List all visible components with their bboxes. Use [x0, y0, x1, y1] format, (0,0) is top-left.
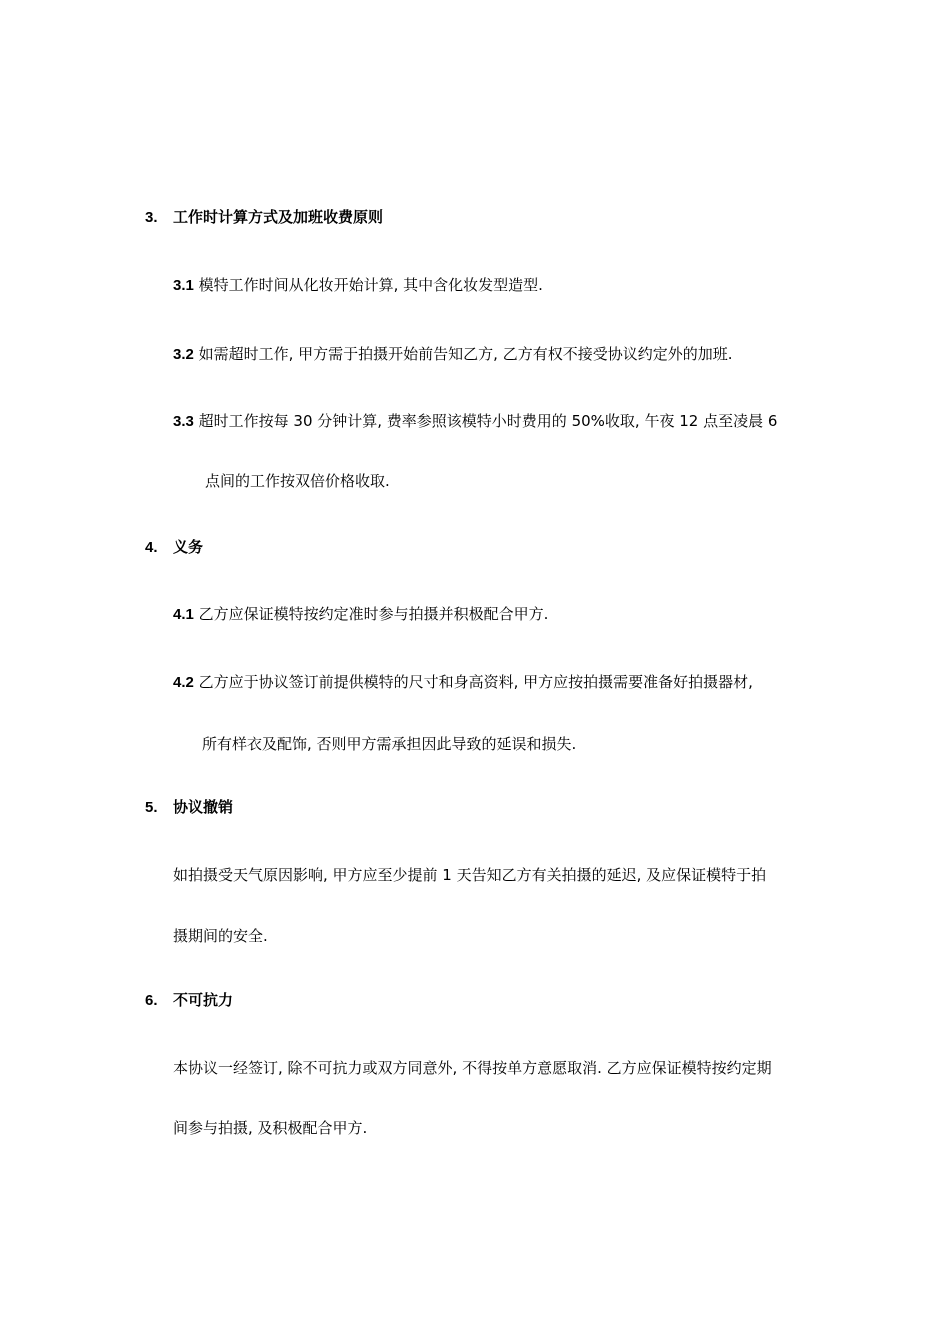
section-number: 6.	[145, 992, 158, 1009]
section-3-heading	[145, 207, 383, 228]
clause-text: 如需超时工作, 甲方需于拍摄开始前告知乙方, 乙方有权不接受协议约定外的加班.	[198, 345, 733, 363]
section-5-body: 如拍摄受天气原因影响, 甲方应至少提前 1 天告知乙方有关拍摄的延迟, 及应保证模特于拍	[173, 866, 767, 884]
section-number: 3.	[145, 209, 158, 226]
section-number: 5.	[145, 799, 158, 816]
clause-number: 4.1	[173, 606, 194, 623]
clause-4-1	[173, 604, 548, 625]
clause-3-1	[173, 275, 543, 296]
clause-text: 乙方应于协议签订前提供模特的尺寸和身高资料, 甲方应按拍摄需要准备好拍摄器材,	[198, 673, 753, 691]
section-4-heading	[145, 537, 203, 558]
section-6-body-continuation: 间参与拍摄, 及积极配合甲方.	[173, 1119, 368, 1137]
clause-number: 3.1	[173, 277, 194, 294]
section-5-heading	[145, 797, 233, 818]
section-6-heading	[145, 990, 233, 1011]
section-title: 义务	[173, 538, 204, 556]
clause-3-3	[173, 411, 777, 432]
clause-number: 3.2	[173, 346, 194, 363]
section-title: 协议撤销	[173, 798, 234, 816]
clause-number: 4.2	[173, 674, 194, 691]
section-6-body: 本协议一经签订, 除不可抗力或双方同意外, 不得按单方意愿取消. 乙方应保证模特按约定期	[173, 1059, 772, 1077]
clause-3-2	[173, 344, 733, 365]
clause-4-2	[173, 672, 753, 693]
clause-text: 模特工作时间从化妆开始计算, 其中含化妆发型造型.	[198, 276, 543, 294]
clause-text: 乙方应保证模特按约定准时参与拍摄并积极配合甲方.	[198, 605, 549, 623]
clause-3-3-continuation: 点间的工作按双倍价格收取.	[205, 472, 390, 490]
clause-number: 3.3	[173, 413, 194, 430]
section-number: 4.	[145, 539, 158, 556]
section-title: 不可抗力	[173, 991, 234, 1009]
section-title: 工作时计算方式及加班收费原则	[173, 208, 384, 226]
clause-4-2-continuation: 所有样衣及配饰, 否则甲方需承担因此导致的延误和损失.	[202, 735, 577, 753]
section-5-body-continuation: 摄期间的安全.	[173, 927, 268, 945]
clause-text: 超时工作按每 30 分钟计算, 费率参照该模特小时费用的 50%收取, 午夜 12 点至凌晨 6	[198, 412, 778, 430]
